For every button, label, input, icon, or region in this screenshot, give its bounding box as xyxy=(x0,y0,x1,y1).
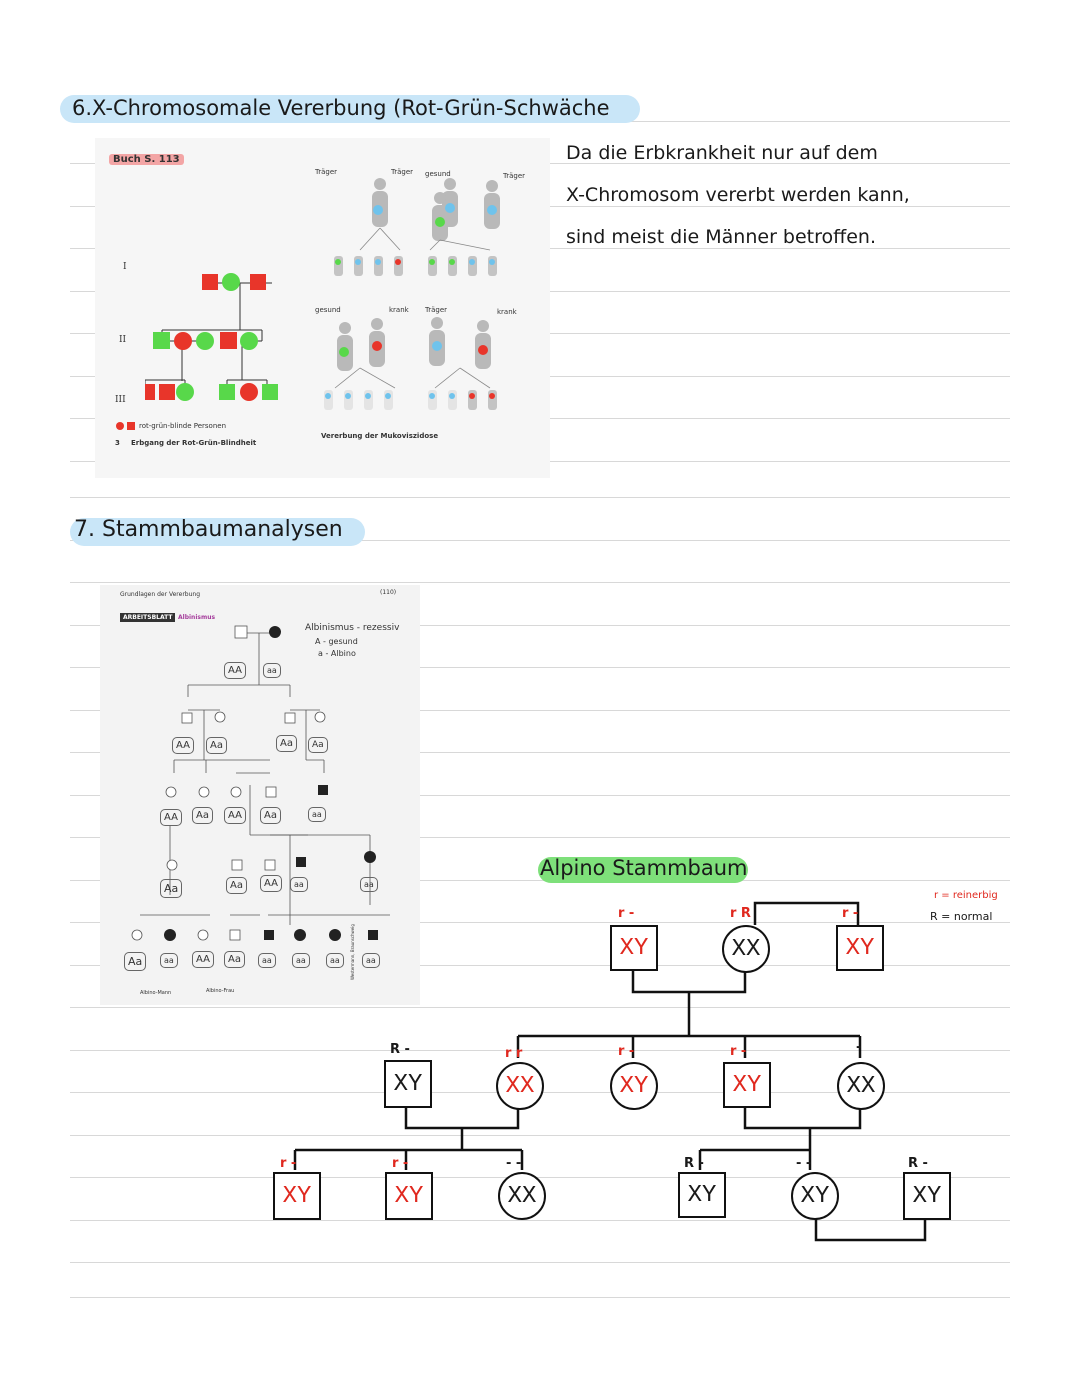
note-line-1: Da die Erbkrankheit nur auf dem xyxy=(566,142,878,164)
gen-label-3: III xyxy=(115,395,126,405)
mark-r2-2: r r xyxy=(505,1046,523,1061)
mark-r2-4: r - xyxy=(730,1044,747,1059)
mark-r3-3: - - xyxy=(506,1156,522,1171)
albino-tree-title: Alpino Stammbaum xyxy=(540,856,748,880)
label-traeger-4: Träger xyxy=(425,306,448,314)
label-traeger-1: Träger xyxy=(315,168,338,176)
ws-g5-h: aa xyxy=(362,953,380,968)
ws-g2-c: Aa xyxy=(276,735,297,752)
mark-r2-3: r - xyxy=(618,1044,635,1059)
ws-g4-c: AA xyxy=(260,875,282,892)
section-6-title: 6.X-Chromosomale Vererbung (Rot-Grün-Schwäche xyxy=(72,96,610,120)
label-traeger-2: Träger xyxy=(391,168,414,176)
ws-g1-b: aa xyxy=(263,663,281,678)
worksheet-badge: ARBEITSBLATT xyxy=(120,613,175,622)
ws-g3-e: aa xyxy=(308,807,326,822)
ws-g5-c: AA xyxy=(192,951,214,968)
tree-male-8: XY xyxy=(678,1172,726,1218)
legend-colorblind: rot-grün-blinde Personen xyxy=(139,422,227,430)
ws-g4-a: Aa xyxy=(160,879,182,898)
mark-r3-4: R - xyxy=(684,1156,704,1171)
caption-mukoviszidose: Vererbung der Mukoviszidose xyxy=(321,432,439,440)
ws-g1-a: AA xyxy=(224,662,246,679)
ws-g5-e: aa xyxy=(258,953,276,968)
worksheet-header: Grundlagen der Vererbung xyxy=(120,591,201,598)
tree-male-4: XY xyxy=(610,1062,658,1110)
note-line-3: sind meist die Männer betroffen. xyxy=(566,226,876,248)
ws-g5-f: aa xyxy=(292,953,310,968)
mark-r1-2: r R xyxy=(730,906,751,921)
tree-male-1: XY xyxy=(610,925,658,971)
mark-r1-3: r - xyxy=(842,906,859,921)
mucoviscidosis-figure xyxy=(320,178,530,438)
worksheet-badge-topic: Albinismus xyxy=(178,614,216,621)
ws-g2-b: Aa xyxy=(206,737,227,754)
mark-r1-1: r - xyxy=(618,906,635,921)
mark-r2-1: R - xyxy=(390,1042,410,1057)
tree-male-9: XY xyxy=(791,1172,839,1220)
tree-male-7: XY xyxy=(385,1172,433,1220)
tree-male-5: XY xyxy=(723,1062,771,1108)
textbook-photo xyxy=(95,138,550,478)
mark-r3-1: r - xyxy=(280,1156,297,1171)
label-traeger-3: Träger xyxy=(503,172,526,180)
ws-g3-c: AA xyxy=(224,807,246,824)
tree-female-2: XX xyxy=(496,1062,544,1110)
tree-female-1: XX xyxy=(722,925,770,973)
gen-label-1: I xyxy=(123,262,127,272)
label-krank-1: krank xyxy=(389,306,409,314)
ws-g3-b: Aa xyxy=(192,807,213,824)
tree-male-6: XY xyxy=(273,1172,321,1220)
ws-g5-d: Aa xyxy=(224,951,245,968)
tree-female-3: XX xyxy=(837,1062,885,1110)
ws-g4-d: aa xyxy=(290,877,308,892)
tree-female-4: XX xyxy=(498,1172,546,1220)
ws-g4-b: Aa xyxy=(226,877,247,894)
label-gesund-2: gesund xyxy=(315,306,341,314)
legend-normal: R = normal xyxy=(930,910,993,923)
mark-r2-5: - xyxy=(856,1040,862,1055)
ws-g5-g: aa xyxy=(326,953,344,968)
mark-r3-6: R - xyxy=(908,1156,928,1171)
mark-r3-5: - - xyxy=(796,1156,812,1171)
legend-reinerbig: r = reinerbig xyxy=(934,890,998,901)
worksheet-page: (110) xyxy=(380,589,397,596)
worksheet-photo xyxy=(100,585,420,1005)
ws-g4-e: aa xyxy=(360,877,378,892)
ws-g5-a: Aa xyxy=(124,952,146,971)
worksheet-legend-1: Albinismus - rezessiv xyxy=(305,623,400,633)
ws-g5-b: aa xyxy=(160,953,178,968)
tree-male-2: XY xyxy=(836,925,884,971)
label-krank-2: krank xyxy=(497,308,517,316)
label-gesund-1: gesund xyxy=(425,170,451,178)
albinism-pedigree-photo xyxy=(110,625,410,985)
gen-label-2: II xyxy=(119,335,127,345)
worksheet-side-text: Westermann, Braunschweig xyxy=(350,924,355,980)
worksheet-legend-2: A - gesund xyxy=(315,637,358,646)
ws-g3-d: Aa xyxy=(260,807,281,824)
tree-male-3: XY xyxy=(384,1060,432,1108)
worksheet-legend-male: Albino-Mann xyxy=(140,990,172,996)
colorblind-pedigree xyxy=(145,268,345,408)
book-ref: Buch S. 113 xyxy=(109,154,184,165)
caption-number: 3 xyxy=(115,439,120,447)
note-line-2: X-Chromosom vererbt werden kann, xyxy=(566,184,910,206)
ws-g3-a: AA xyxy=(160,809,182,826)
worksheet-legend-3: a - Albino xyxy=(318,649,356,658)
mark-r3-2: r - xyxy=(392,1156,409,1171)
ws-g2-d: Aa xyxy=(308,737,328,753)
section-7-title: 7. Stammbaumanalysen xyxy=(74,517,343,542)
caption-colorblind: Erbgang der Rot-Grün-Blindheit xyxy=(131,439,257,447)
tree-male-10: XY xyxy=(903,1172,951,1220)
worksheet-legend-female: Albino-Frau xyxy=(206,988,235,994)
ws-g2-a: AA xyxy=(172,737,194,754)
